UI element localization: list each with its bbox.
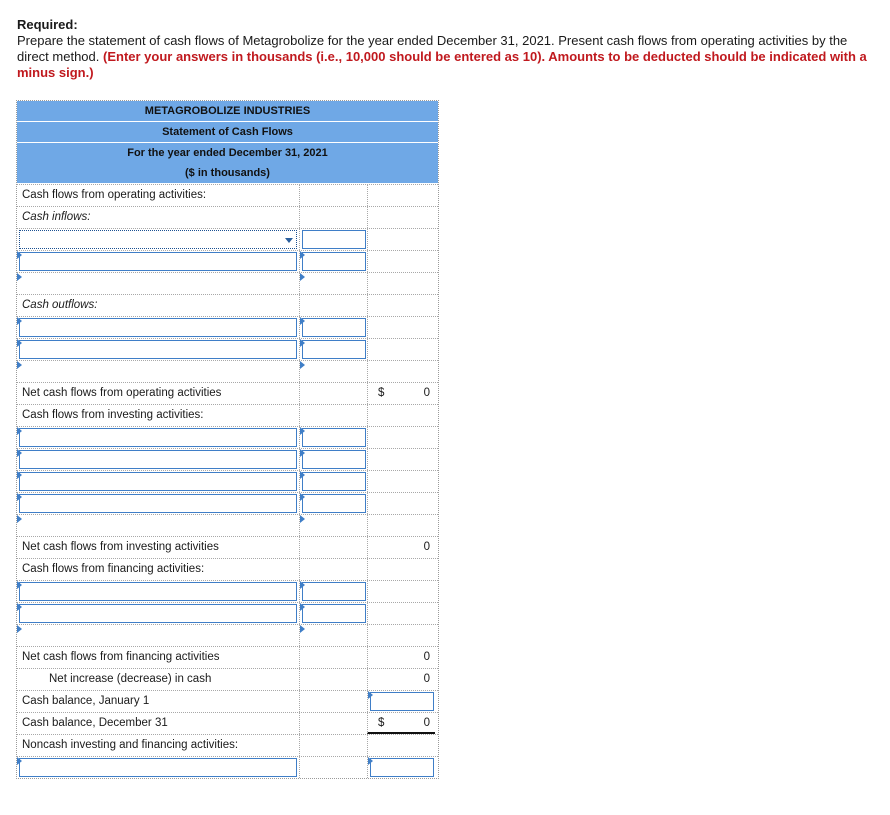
inflow-1-amount-input[interactable] (302, 230, 366, 249)
balance-dec-label: Cash balance, December 31 (22, 717, 168, 729)
net-financing-value: 0 (367, 647, 435, 668)
flag-marker-icon (300, 515, 305, 523)
flag-marker-icon (17, 515, 22, 523)
investing-2-account-input[interactable] (19, 450, 297, 469)
inflow-1-account-select[interactable] (19, 230, 297, 249)
flag-marker-icon (17, 339, 22, 347)
net-financing-label: Net cash flows from financing activities (22, 651, 220, 663)
net-investing-value: 0 (367, 537, 435, 558)
row-blank-4 (17, 624, 438, 646)
row-investing-4 (17, 492, 438, 514)
row-net-investing (17, 536, 438, 558)
row-balance-dec (17, 712, 438, 734)
inflow-2-account-input[interactable] (19, 252, 297, 271)
row-blank-2 (17, 360, 438, 382)
inflow-2-amount-input[interactable] (302, 252, 366, 271)
statement-title: Statement of Cash Flows (17, 122, 438, 143)
flag-marker-icon (368, 757, 373, 765)
flag-marker-icon (300, 493, 305, 501)
investing-1-account-input[interactable] (19, 428, 297, 447)
flag-marker-icon (300, 317, 305, 325)
flag-marker-icon (300, 471, 305, 479)
flag-marker-icon (300, 449, 305, 457)
row-cash-outflows (17, 294, 438, 316)
flag-marker-icon (300, 339, 305, 347)
outflow-1-account-input[interactable] (19, 318, 297, 337)
flag-marker-icon (300, 361, 305, 369)
investing-4-amount-input[interactable] (302, 494, 366, 513)
flag-marker-icon (17, 251, 22, 259)
flag-marker-icon (17, 581, 22, 589)
flag-marker-icon (300, 251, 305, 259)
row-financing-header (17, 558, 438, 580)
flag-marker-icon (17, 471, 22, 479)
row-investing-2 (17, 448, 438, 470)
investing-4-account-input[interactable] (19, 494, 297, 513)
row-noncash-1 (17, 756, 438, 778)
row-balance-jan (17, 690, 438, 712)
row-cash-inflows (17, 206, 438, 228)
flag-marker-icon (300, 427, 305, 435)
statement-units: ($ in thousands) (17, 163, 438, 184)
flag-marker-icon (17, 625, 22, 633)
net-increase-value: 0 (367, 669, 435, 690)
operating-header: Cash flows from operating activities: (22, 189, 207, 201)
statement-period: For the year ended December 31, 2021 (17, 143, 438, 163)
net-investing-label: Net cash flows from investing activities (22, 541, 219, 553)
row-net-increase (17, 668, 438, 690)
row-financing-2 (17, 602, 438, 624)
instructions (17, 17, 877, 81)
currency-symbol: $ (378, 717, 385, 729)
chevron-down-icon (285, 238, 293, 243)
noncash-header: Noncash investing and financing activities: (22, 739, 239, 751)
row-investing-3 (17, 470, 438, 492)
instructions-text: Prepare the statement of cash flows of Metagrobolize for the year ended December 31, 2021. Present cash flows from operating activities by the direct method. (17, 33, 848, 64)
flag-marker-icon (17, 273, 22, 281)
row-outflow-2 (17, 338, 438, 360)
outflow-2-amount-input[interactable] (302, 340, 366, 359)
row-financing-1 (17, 580, 438, 602)
net-operating-label: Net cash flows from operating activities (22, 387, 222, 399)
cash-outflows-label: Cash outflows: (22, 299, 98, 311)
investing-3-amount-input[interactable] (302, 472, 366, 491)
outflow-2-account-input[interactable] (19, 340, 297, 359)
financing-1-amount-input[interactable] (302, 582, 366, 601)
required-heading: Required: (17, 17, 78, 32)
financing-2-amount-input[interactable] (302, 604, 366, 623)
cash-inflows-label: Cash inflows: (22, 211, 91, 223)
row-inflow-2 (17, 250, 438, 272)
financing-1-account-input[interactable] (19, 582, 297, 601)
row-investing-header (17, 404, 438, 426)
flag-marker-icon (17, 757, 22, 765)
flag-marker-icon (300, 603, 305, 611)
row-inflow-1 (17, 228, 438, 250)
currency-symbol: $ (378, 387, 385, 399)
company-name: METAGROBOLIZE INDUSTRIES (17, 101, 438, 122)
balance-jan-input[interactable] (370, 692, 434, 711)
row-investing-1 (17, 426, 438, 448)
flag-marker-icon (17, 603, 22, 611)
instructions-note: (Enter your answers in thousands (i.e., 10,000 should be entered as 10). Amounts to be deducted should be indicated with a minus sign.) (17, 49, 867, 80)
row-noncash-header (17, 734, 438, 756)
noncash-1-description-input[interactable] (19, 758, 297, 777)
flag-marker-icon (17, 427, 22, 435)
investing-1-amount-input[interactable] (302, 428, 366, 447)
flag-marker-icon (300, 273, 305, 281)
investing-3-account-input[interactable] (19, 472, 297, 491)
investing-2-amount-input[interactable] (302, 450, 366, 469)
flag-marker-icon (300, 625, 305, 633)
net-increase-label: Net increase (decrease) in cash (49, 673, 212, 685)
instructions-body (17, 33, 877, 81)
noncash-1-amount-input[interactable] (370, 758, 434, 777)
flag-marker-icon (17, 449, 22, 457)
flag-marker-icon (17, 493, 22, 501)
financing-2-account-input[interactable] (19, 604, 297, 623)
row-net-operating (17, 382, 438, 404)
balance-dec-value: 0 (423, 717, 430, 729)
row-outflow-1 (17, 316, 438, 338)
row-blank-3 (17, 514, 438, 536)
flag-marker-icon (17, 361, 22, 369)
investing-header: Cash flows from investing activities: (22, 409, 204, 421)
flag-marker-icon (17, 317, 22, 325)
flag-marker-icon (300, 581, 305, 589)
financing-header: Cash flows from financing activities: (22, 563, 205, 575)
row-operating-header (17, 184, 438, 206)
row-net-financing (17, 646, 438, 668)
outflow-1-amount-input[interactable] (302, 318, 366, 337)
row-blank-1 (17, 272, 438, 294)
net-operating-value: 0 (423, 387, 430, 399)
cash-flow-worksheet (16, 100, 439, 779)
balance-jan-label: Cash balance, January 1 (22, 695, 150, 707)
flag-marker-icon (368, 691, 373, 699)
